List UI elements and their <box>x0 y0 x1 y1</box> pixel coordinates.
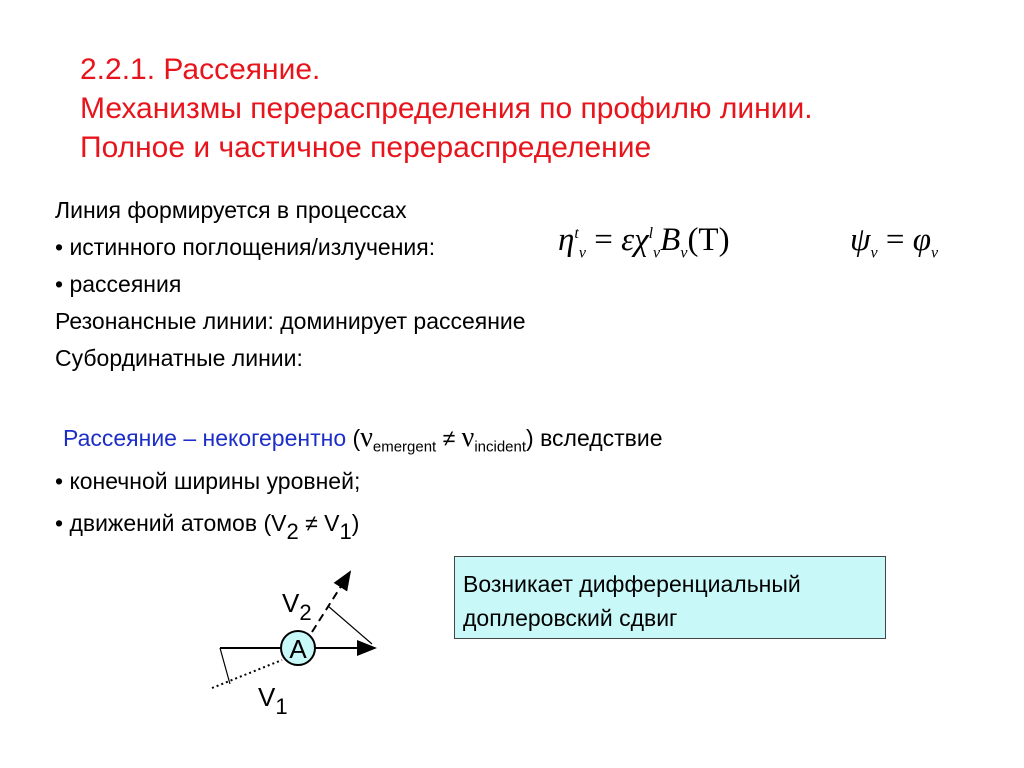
formula-b: B <box>660 222 681 258</box>
velocity-diagram <box>200 560 400 730</box>
bullet-atom-post: ) <box>351 510 360 536</box>
slide-title <box>80 50 813 167</box>
formula-phi-sub: ν <box>931 244 939 262</box>
sub-incident: incident <box>474 438 527 456</box>
emergent-photon-v2 <box>312 572 350 632</box>
formula-eq: = <box>585 222 622 258</box>
bullet-atom-sub1: 2 <box>286 519 299 544</box>
title-line-3: Полное и частичное перераспределение <box>80 131 652 164</box>
title-line-1: 2.2.1. Рассеяние. <box>80 53 321 86</box>
body-text <box>55 192 526 377</box>
formula-psi: ψ <box>850 222 871 258</box>
scatter-lead: Рассеяние – некогерентно <box>63 425 347 451</box>
body-line-2: • истинного поглощения/излучения: <box>55 234 436 260</box>
v2-label <box>282 588 312 625</box>
scatter-close: ) вследствие <box>526 425 663 451</box>
emission-formula <box>558 222 730 263</box>
v1-letter: V <box>258 682 276 712</box>
nu-incident: ν <box>461 422 475 453</box>
atom-label: A <box>289 634 307 664</box>
formula-chi-sub: ν <box>653 244 661 262</box>
v2-letter: V <box>282 588 300 618</box>
cause-bullets <box>55 460 360 553</box>
formula-chi-sup: l <box>648 225 654 242</box>
bullet-atom-sub2: 1 <box>339 519 352 544</box>
formula-eta: η <box>558 222 575 258</box>
doppler-shift-box <box>454 556 886 639</box>
title-line-2: Механизмы перераспределения по профилю линии. <box>80 92 813 125</box>
body-line-5: Субординатные линии: <box>55 345 303 371</box>
sub-emergent: emergent <box>372 438 437 456</box>
body-line-1: Линия формируется в процессах <box>55 197 407 223</box>
v1-sub: 1 <box>275 694 288 719</box>
bullet-atom-motion <box>55 502 360 553</box>
scatter-open: ( <box>346 425 361 451</box>
v2-projection-line <box>328 606 372 644</box>
body-line-4: Резонансные линии: доминирует рассеяние <box>55 308 526 334</box>
formula-eps-chi: εχ <box>621 222 649 258</box>
v1-label <box>258 682 288 719</box>
bullet-atom-mid: ≠ V <box>298 510 340 536</box>
formula-eta-sub: ν <box>578 244 586 262</box>
bullet-level-width: • конечной ширины уровней; <box>55 468 361 494</box>
formula-psi-sub: ν <box>870 244 878 262</box>
profile-formula <box>850 222 938 263</box>
scattering-line <box>63 422 663 456</box>
box-line-2: доплеровский сдвиг <box>463 605 678 631</box>
bullet-atom-pre: • движений атомов (V <box>55 510 287 536</box>
formula-b-sub: ν <box>680 244 688 262</box>
formula-eta-sup: t <box>574 225 579 242</box>
box-line-1: Возникает дифференциальный <box>463 571 801 597</box>
body-line-3: • рассеяния <box>55 271 182 297</box>
formula2-eq: = <box>877 222 913 258</box>
scatter-neq: ≠ <box>436 425 462 451</box>
nu-emergent: ν <box>360 422 373 453</box>
formula-arg: (T) <box>687 222 730 258</box>
formula-phi: φ <box>912 222 931 258</box>
v2-sub: 2 <box>299 600 312 625</box>
v1-projection-line <box>220 648 230 684</box>
